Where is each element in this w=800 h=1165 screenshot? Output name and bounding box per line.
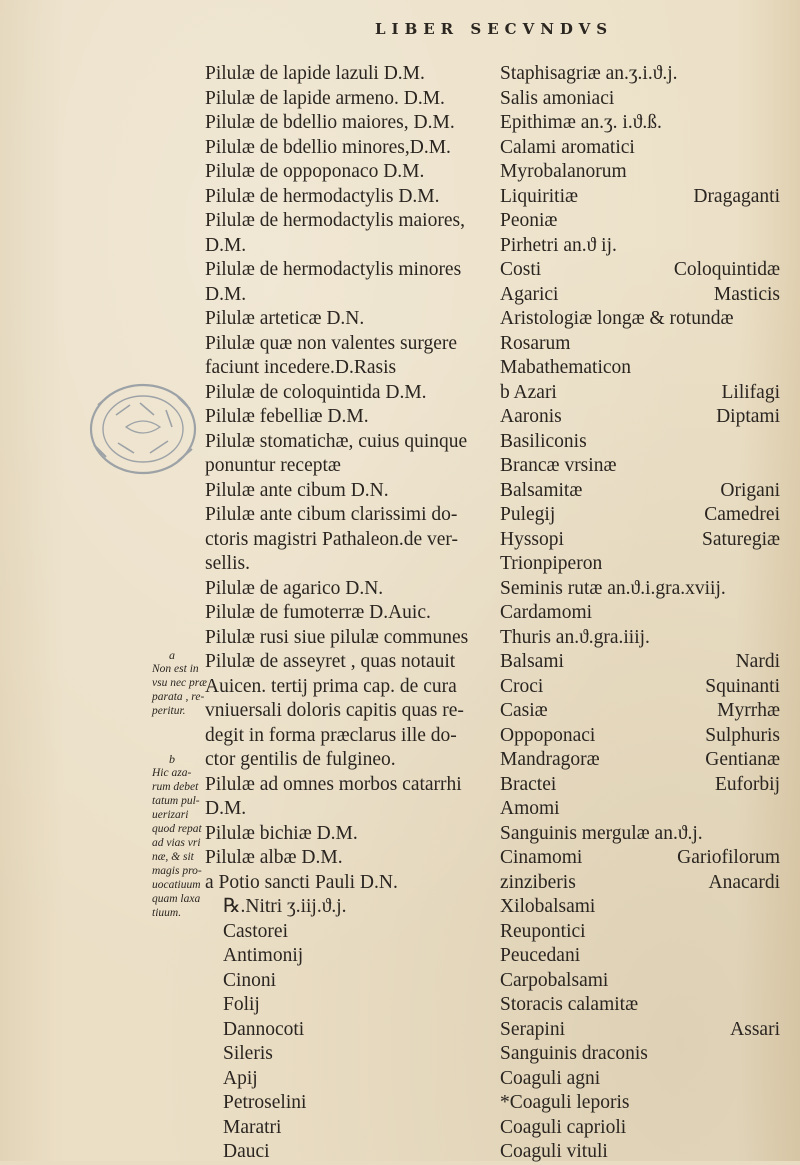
right-column-entry-second: Camedrei — [704, 504, 780, 525]
right-column-line — [500, 503, 780, 528]
right-column-entry: Cinamomi — [500, 847, 583, 868]
right-column-entry: zinziberis — [500, 871, 576, 893]
right-column-line — [500, 871, 780, 896]
right-column-entry: Amomi — [500, 798, 560, 819]
right-column-entry: Peucedani — [500, 945, 581, 966]
right-column-entry-second: Squinanti — [705, 675, 780, 697]
right-column-entry-second: Assari — [730, 1018, 780, 1040]
right-column-entry: Sanguinis draconis — [500, 1043, 648, 1064]
right-column-entry: Mandragoræ — [500, 749, 600, 770]
right-column-line — [500, 111, 780, 136]
margin-note-b-line: uocatiuum — [152, 879, 201, 891]
margin-note-b-line: quod repat — [152, 823, 202, 835]
right-column-line — [500, 675, 780, 700]
margin-note-a-letter: a — [169, 648, 175, 662]
right-column-entry-second: Euforbij — [715, 773, 780, 795]
margin-note-b-letter: b — [169, 752, 175, 766]
right-column-entry: Sanguinis mergulæ an.ϑ.j. — [500, 822, 703, 844]
right-column-line — [500, 234, 780, 259]
right-column-line — [500, 209, 780, 234]
library-stamp — [78, 375, 208, 483]
right-column-line — [500, 797, 780, 822]
right-column-entry: Storacis calamitæ — [500, 994, 639, 1015]
margin-note-b-line: ad vias vri — [152, 837, 201, 849]
right-column-entry-second: Gariofilorum — [677, 847, 780, 868]
left-column-line: Pilulæ febelliæ D.M. — [205, 406, 369, 427]
left-column-line: Pilulæ rusi siue pilulæ communes — [205, 626, 469, 648]
left-column-line: Pilulæ stomatichæ, cuius quinque — [205, 430, 468, 452]
right-column-line — [500, 773, 780, 798]
left-column-line: Dauci — [223, 1141, 270, 1162]
left-column-line: vniuersali doloris capitis quas re- — [205, 700, 464, 721]
left-column-line: Sileris — [223, 1043, 273, 1064]
left-column-line: Folij — [223, 994, 260, 1015]
right-column-entry: Hyssopi — [500, 528, 564, 550]
right-column-line — [500, 356, 780, 381]
margin-note-b-line: magis pro- — [152, 865, 202, 877]
left-column-line: Auicen. tertij prima cap. de cura — [205, 675, 457, 697]
left-column-line: ponuntur receptæ — [205, 455, 341, 476]
left-column-line: Pilulæ de asseyret , quas notauit — [205, 651, 456, 672]
right-column-entry-second: Origani — [720, 479, 780, 501]
right-column-entry: Pirhetri an.ϑ ij. — [500, 234, 617, 256]
left-column-line: Pilulæ de hermodactylis D.M. — [205, 185, 440, 207]
margin-note-a — [152, 648, 212, 718]
right-column-line — [500, 748, 780, 773]
left-column-line: Petroselini — [223, 1092, 307, 1113]
left-column-line: Antimonij — [223, 945, 304, 966]
right-column-entry: Calami aromatici — [500, 136, 635, 158]
left-column-line: Pilulæ ante cibum clarissimi do- — [205, 504, 458, 525]
right-column-entry: Carpobalsami — [500, 969, 609, 991]
right-column-line — [500, 601, 780, 626]
left-column-line: Cinoni — [223, 969, 277, 991]
right-column-entry: Rosarum — [500, 332, 571, 354]
margin-note-b-line: Hic aza- — [152, 767, 192, 779]
left-column-line: ctoris magistri Pathaleon.de ver- — [205, 528, 459, 550]
left-column-line: Pilulæ de bdellio maiores, D.M. — [205, 112, 455, 133]
right-column-line — [500, 699, 780, 724]
margin-note-b-line: quam laxa — [152, 893, 201, 905]
right-column-line — [500, 1018, 780, 1043]
right-column-line — [500, 405, 780, 430]
right-column-line — [500, 944, 780, 969]
right-column-line — [500, 920, 780, 945]
right-column-line — [500, 969, 780, 994]
left-column-line: Pilulæ arteticæ D.N. — [205, 308, 365, 329]
right-column-line — [500, 528, 780, 553]
margin-note-b-line: tatum pul- — [152, 795, 200, 807]
right-column-line — [500, 185, 780, 210]
right-column-entry-second: Sulphuris — [705, 724, 780, 746]
right-column-line — [500, 381, 780, 406]
left-column-line: Pilulæ de fumoterræ D.Auic. — [205, 602, 431, 623]
right-column-entry: Coaguli agni — [500, 1067, 601, 1089]
right-column-entry: Pulegij — [500, 504, 556, 525]
left-column-line: Apij — [223, 1067, 258, 1089]
running-head: LIBER SECVNDVS — [375, 20, 614, 38]
left-column-line: degit in forma præclarus ille do- — [205, 724, 457, 746]
right-column-line — [500, 307, 780, 332]
right-column-line — [500, 479, 780, 504]
left-column-line: D.M. — [205, 798, 247, 819]
right-column-entry: Coaguli caprioli — [500, 1116, 627, 1138]
right-column-entry: Staphisagriæ an.ʒ.i.ϑ.j. — [500, 63, 678, 84]
right-column-entry: Xilobalsami — [500, 896, 596, 917]
left-column-line: Pilulæ de oppoponaco D.M. — [205, 161, 425, 182]
left-column-line: Pilulæ ante cibum D.N. — [205, 479, 389, 501]
right-column-entry-second: Coloquintidæ — [673, 259, 780, 280]
right-column-line — [500, 650, 780, 675]
right-column-line — [500, 993, 780, 1018]
right-column-entry-second: Nardi — [735, 651, 780, 672]
right-column-line — [500, 62, 780, 87]
right-column-entry: Trionpiperon — [500, 553, 603, 574]
right-column-entry: Coaguli vituli — [500, 1141, 608, 1162]
right-column-entry: Serapini — [500, 1018, 565, 1040]
right-column-line — [500, 724, 780, 749]
right-column-entry: Peoniæ — [500, 210, 558, 231]
right-column-line — [500, 258, 780, 283]
right-column-line — [500, 283, 780, 308]
margin-note-a-line: Non est in — [152, 663, 199, 675]
left-column-line: Pilulæ de coloquintida D.M. — [205, 381, 427, 403]
left-column — [205, 62, 505, 1165]
right-column-line — [500, 136, 780, 161]
left-column-line: D.M. — [205, 234, 247, 256]
margin-note-b-line: rum debet — [152, 781, 199, 793]
left-column-line: a Potio sancti Pauli D.N. — [205, 871, 398, 893]
right-column-entry: Balsamitæ — [500, 479, 583, 501]
right-column-entry-second: Masticis — [713, 283, 780, 305]
left-column-line: D.M. — [205, 283, 247, 305]
left-column-line: Dannocoti — [223, 1018, 305, 1040]
right-column-entry: Salis amoniaci — [500, 87, 615, 109]
right-column-entry-second: Gentianæ — [705, 749, 780, 770]
right-column-line — [500, 1067, 780, 1092]
right-column-line — [500, 626, 780, 651]
margin-note-b — [152, 752, 212, 920]
right-column-line — [500, 430, 780, 455]
right-column-entry-second: Lilifagi — [721, 381, 780, 403]
margin-note-b-line: næ, & sit — [152, 851, 194, 863]
right-column-entry-second: Anacardi — [708, 871, 780, 893]
right-column-line — [500, 822, 780, 847]
left-column-line: Pilulæ de lapide lazuli D.M. — [205, 63, 425, 84]
right-column-line — [500, 1091, 780, 1116]
right-column-entry: Bractei — [500, 773, 557, 795]
left-column-line: Pilulæ ad omnes morbos catarrhi — [205, 773, 462, 795]
margin-note-b-line: tiuum. — [152, 907, 182, 919]
left-column-line: ctor gentilis de fulgineo. — [205, 749, 396, 770]
left-column-line: faciunt incedere.D.Rasis — [205, 357, 397, 378]
margin-note-b-line: uerizari — [152, 809, 189, 821]
right-column-line — [500, 454, 780, 479]
margin-note-a-line: peritur. — [152, 705, 186, 717]
right-column-entry: b Azari — [500, 381, 557, 403]
left-column-line: Castorei — [223, 920, 288, 942]
right-column-entry: Reupontici — [500, 920, 586, 942]
left-column-line: Pilulæ de bdellio minores,D.M. — [205, 136, 451, 158]
right-column-line — [500, 332, 780, 357]
margin-note-a-line: parata , re- — [152, 691, 205, 703]
right-column-entry: Mabathematicon — [500, 357, 632, 378]
right-column-entry: Seminis rutæ an.ϑ.i.gra.xviij. — [500, 577, 726, 599]
right-column-line — [500, 1116, 780, 1141]
right-column-entry: Cardamomi — [500, 602, 593, 623]
right-column-entry: Brancæ vrsinæ — [500, 455, 617, 476]
right-column-entry: Croci — [500, 675, 544, 697]
left-column-line: sellis. — [205, 553, 250, 574]
right-column-entry: Aaronis — [500, 406, 562, 427]
left-column-line: Pilulæ quæ non valentes surgere — [205, 332, 458, 354]
right-column-entry: Balsami — [500, 651, 564, 672]
right-column-entry: Agarici — [500, 283, 559, 305]
right-column-line — [500, 895, 780, 920]
right-column-entry: Basiliconis — [500, 430, 587, 452]
right-column-entry: Oppoponaci — [500, 724, 596, 746]
right-column-entry: Aristologiæ longæ & rotundæ — [500, 308, 734, 329]
right-column-entry: Liquiritiæ — [500, 185, 578, 207]
right-column-line — [500, 552, 780, 577]
margin-note-a-line: vsu nec præ — [152, 677, 207, 689]
right-column-line — [500, 160, 780, 185]
left-column-line: Pilulæ de hermodactylis minores — [205, 259, 462, 280]
right-column-line — [500, 846, 780, 871]
right-column-line — [500, 577, 780, 602]
left-column-line: Pilulæ de lapide armeno. D.M. — [205, 87, 445, 109]
right-column-entry: Costi — [500, 259, 542, 280]
left-column-line: Pilulæ albæ D.M. — [205, 847, 343, 868]
left-column-line: Pilulæ de hermodactylis maiores, — [205, 210, 465, 231]
left-column-line: Maratri — [223, 1116, 282, 1138]
right-column-entry: Myrobalanorum — [500, 161, 627, 182]
left-column-line: ℞.Nitri ʒ.iij.ϑ.j. — [223, 896, 347, 917]
right-column-entry-second: Dragaganti — [693, 185, 780, 207]
right-column-entry-second: Saturegiæ — [702, 528, 780, 550]
right-column-entry: Casiæ — [500, 700, 548, 721]
left-column-line: Pilulæ de agarico D.N. — [205, 577, 384, 599]
right-column-line — [500, 1042, 780, 1067]
right-column — [500, 62, 780, 1165]
right-column-entry: Thuris an.ϑ.gra.iiij. — [500, 626, 650, 648]
left-column-line: Pilulæ bichiæ D.M. — [205, 822, 358, 844]
right-column-entry: *Coaguli leporis — [500, 1092, 630, 1113]
right-column-entry: Epithimæ an.ʒ. i.ϑ.ß. — [500, 112, 662, 133]
right-column-entry-second: Myrrhæ — [717, 700, 780, 721]
right-column-entry-second: Diptami — [716, 406, 780, 427]
right-column-line — [500, 87, 780, 112]
